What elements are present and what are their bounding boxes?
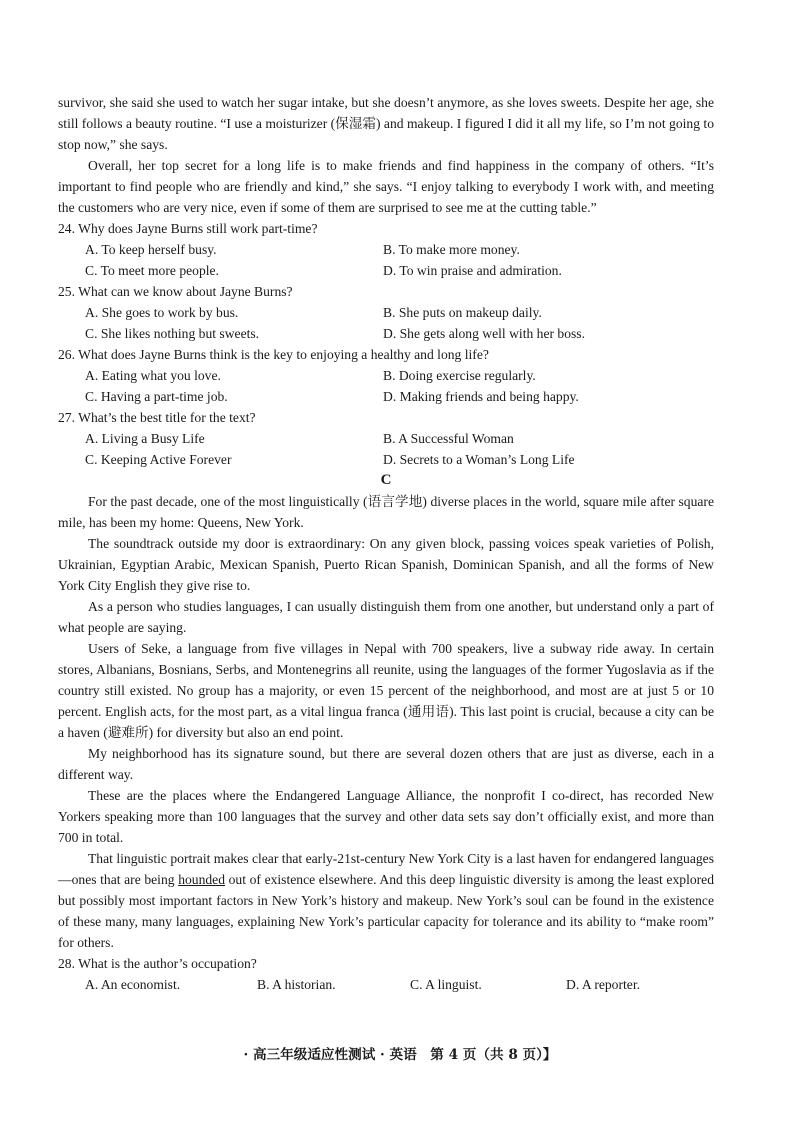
question-stem: 25. What can we know about Jayne Burns? bbox=[58, 284, 293, 299]
question-stem: 27. What’s the best title for the text? bbox=[58, 410, 256, 425]
options-grid bbox=[58, 428, 714, 470]
option-b: B. Doing exercise regularly. bbox=[383, 368, 536, 383]
option-a: A. Living a Busy Life bbox=[85, 431, 205, 446]
option-b: B. A historian. bbox=[257, 977, 336, 992]
option-b: B. She puts on makeup daily. bbox=[383, 305, 542, 320]
option-d: D. Secrets to a Woman’s Long Life bbox=[383, 452, 575, 467]
option-a: A. Eating what you love. bbox=[85, 368, 221, 383]
paragraph-text: out of existence elsewhere. And this deep linguistic diversity is among the least explored but possibly most important factors in New York’s history and makeup. New York’s soul can be found in the existence of these many, many languages, explaining New York’s particular capacity for tolerance and its ability to “make room” for others. bbox=[58, 872, 714, 950]
underlined-word: hounded bbox=[178, 872, 226, 887]
passage-c-paragraph: My neighborhood has its signature sound, but there are several dozen others that are just as diverse, each in a different way. bbox=[58, 746, 714, 782]
question-28 bbox=[58, 953, 714, 995]
options-grid bbox=[58, 365, 714, 407]
passage-b-paragraph: survivor, she said she used to watch her sugar intake, but she doesn’t anymore, as she loves sweets. Despite her age, she still follows a beauty routine. “I use a moisturizer (保湿霜) and makeup. I figured I did it all my life, so I’m not going to stop now,” she says. bbox=[58, 95, 714, 152]
options-row bbox=[58, 974, 714, 995]
option-c: C. She likes nothing but sweets. bbox=[85, 326, 260, 341]
option-b: B. A Successful Woman bbox=[383, 431, 514, 446]
passage-c-paragraph: For the past decade, one of the most linguistically (语言学地) diverse places in the world, square mile after square mile, has been my home: Queens, New York. bbox=[58, 494, 714, 530]
question-stem: 28. What is the author’s occupation? bbox=[58, 956, 257, 971]
passage-c-paragraph: These are the places where the Endangered Language Alliance, the nonprofit I co-direct, has recorded New Yorkers speaking more than 100 languages that the survey and other data sets say don’t officially exist, and more than 700 in total. bbox=[58, 788, 714, 845]
option-c: C. Keeping Active Forever bbox=[85, 452, 232, 467]
option-d: D. A reporter. bbox=[566, 977, 640, 992]
option-d: D. She gets along well with her boss. bbox=[383, 326, 585, 341]
question-24 bbox=[58, 218, 714, 281]
options-grid bbox=[58, 239, 714, 281]
option-a: A. An economist. bbox=[85, 977, 181, 992]
question-27 bbox=[58, 407, 714, 470]
passage-c-paragraph: The soundtrack outside my door is extraordinary: On any given block, passing voices speak varieties of Polish, Ukrainian, Egyptian Arabic, Mexican Spanish, Puerto Rican Spanish, Dominican Spanish, and all the forms of New York City English they give rise to. bbox=[58, 536, 714, 593]
question-stem: 24. Why does Jayne Burns still work part-time? bbox=[58, 221, 318, 236]
options-grid bbox=[58, 302, 714, 344]
paragraph-text: That linguistic portrait makes clear that early-21st-century New York City is a last haven for endangered languages—ones that are being bbox=[58, 851, 714, 887]
passage-c-paragraph: As a person who studies languages, I can usually distinguish them from one another, but understand only a part of what people are saying. bbox=[58, 599, 714, 635]
page-footer: · 高三年级适应性测试 · 英语 第 4 页（共 8 页）】 bbox=[243, 1047, 557, 1063]
exam-page bbox=[58, 92, 714, 995]
option-c: C. To meet more people. bbox=[85, 263, 219, 278]
option-d: D. To win praise and admiration. bbox=[383, 263, 562, 278]
question-26 bbox=[58, 344, 714, 407]
option-c: C. A linguist. bbox=[410, 977, 482, 992]
question-25 bbox=[58, 281, 714, 344]
question-stem: 26. What does Jayne Burns think is the key to enjoying a healthy and long life? bbox=[58, 347, 489, 362]
option-a: A. To keep herself busy. bbox=[85, 242, 217, 257]
option-a: A. She goes to work by bus. bbox=[85, 305, 239, 320]
passage-b-paragraph: Overall, her top secret for a long life is to make friends and find happiness in the company of others. “It’s important to find people who are friendly and kind,” she says. “I enjoy talking to everybody I work with, and meeting the customers who are very nice, even if some of them are surprised to see me at the cutting table.” bbox=[58, 158, 714, 215]
option-c: C. Having a part-time job. bbox=[85, 389, 228, 404]
option-d: D. Making friends and being happy. bbox=[383, 389, 579, 404]
passage-c-paragraph: Users of Seke, a language from five villages in Nepal with 700 speakers, live a subway ride away. In certain stores, Albanians, Bosnians, Serbs, and Montenegrins all reunite, using the languages of the former Yugoslavia as if the country still existed. No group has a majority, or even 15 percent of the neighborhood, and most are at just 5 or 10 percent. English acts, for the most part, as a vital lingua franca (通用语). This last point is crucial, because a city can be a haven (避难所) for diversity but also an end point. bbox=[58, 641, 714, 740]
passage-c-paragraph bbox=[58, 848, 714, 953]
option-b: B. To make more money. bbox=[383, 242, 520, 257]
section-heading: C bbox=[380, 472, 392, 488]
